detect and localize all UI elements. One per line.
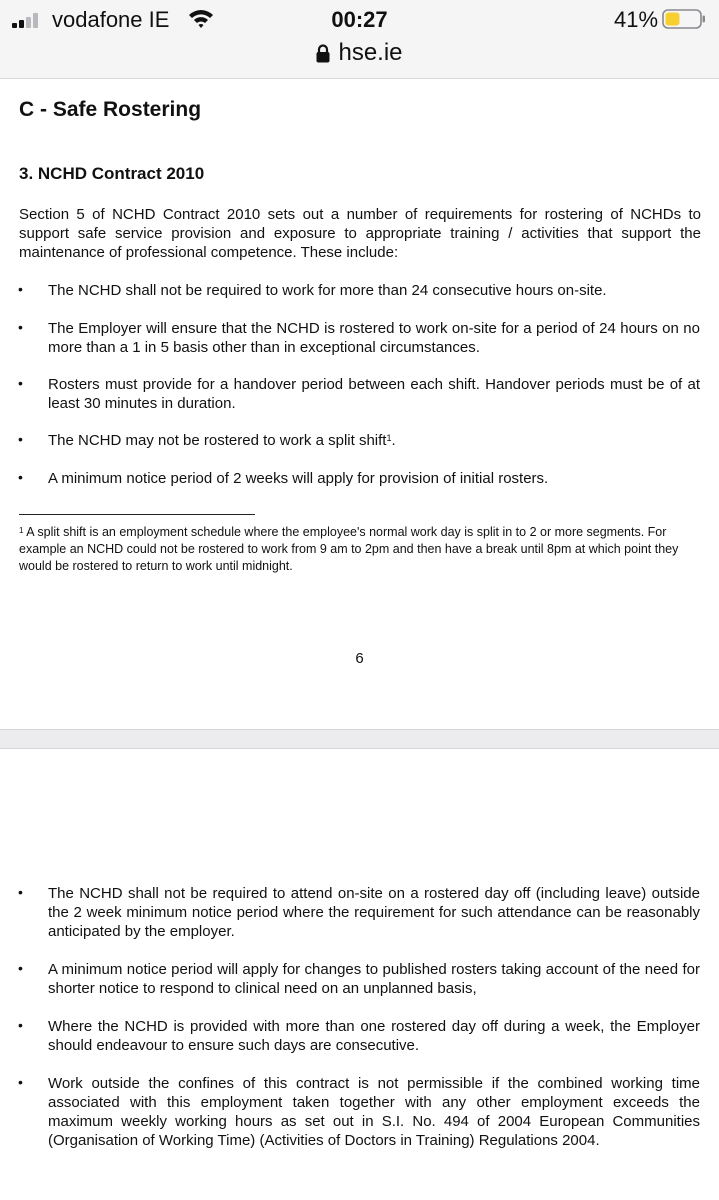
bullet-icon: • (18, 960, 23, 976)
bullet-icon: • (18, 1017, 23, 1033)
footnote (19, 524, 701, 575)
bullet-icon: • (18, 375, 23, 391)
split-shift-text: The NCHD may not be rostered to work a split shift (48, 432, 387, 449)
page-number: 6 (355, 650, 364, 667)
bullet-icon: • (18, 884, 23, 900)
list-item-text: A minimum notice period will apply for changes to published rosters taking account of the need for shorter notice to respond to clinical need on an unplanned basis, (48, 961, 700, 997)
pdf-page-6 (0, 79, 719, 729)
list-item-text: A minimum notice period of 2 weeks will apply for provision of initial rosters. (48, 470, 549, 487)
bullet-icon: • (18, 431, 23, 447)
footnote-number: 1 (19, 526, 24, 535)
list-item-text: Work outside the confines of this contract is not permissible if the combined working time associated with this employment taken together with any other employment exceeds the maximum weekly working hours as set out in S.I. No. 494 of 2004 European Communities (Organisation of Working Time) (Activities of Doctors in Training) Regulations 2004. (48, 1075, 700, 1149)
bullet-icon: • (18, 281, 23, 297)
carrier-name: vodafone IE (52, 7, 170, 32)
list-item-text: Rosters must provide for a handover period between each shift. Handover periods must be of at least 30 minutes in duration. (48, 376, 700, 412)
subsection-title: 3. NCHD Contract 2010 (19, 164, 205, 183)
clock: 00:27 (331, 7, 388, 32)
list-item-text: Where the NCHD is provided with more than one rostered day off during a week, the Employer should endeavour to ensure such days are consecutive. (48, 1018, 700, 1054)
battery-percent: 41% (614, 7, 659, 32)
footnote-divider (19, 514, 255, 515)
url-text: hse.ie (338, 39, 403, 66)
list-item-text: The Employer will ensure that the NCHD is rostered to work on-site for a period of 24 hours on no more than a 1 in 5 basis other than in exceptional circumstances. (48, 320, 700, 356)
lock-icon (316, 44, 330, 63)
footnote-text: A split shift is an employment schedule where the employee's normal work day is split in to 2 or more segments. For example an NCHD could not be rostered to work from 9 am to 2pm and then have a break until 8pm at which point they would be rostered to return to work until midnight. (19, 525, 679, 573)
section-title: C - Safe Rostering (19, 98, 202, 121)
battery-icon (662, 9, 706, 29)
pdf-page-7 (0, 748, 719, 1200)
bullet-icon: • (18, 319, 23, 335)
bullet-icon: • (18, 1074, 23, 1090)
sentence-end: . (391, 432, 396, 449)
footnote-marker: 1 (386, 433, 392, 443)
status-bar (0, 0, 719, 79)
list-item-text: The NCHD shall not be required to work for more than 24 consecutive hours on-site. (48, 282, 607, 299)
intro-paragraph: Section 5 of NCHD Contract 2010 sets out a number of requirements for rostering of NCHDs to support safe service provision and exposure to appropriate training / activities that support the maintenance of professional competence. These include: (19, 206, 701, 261)
page-separator (0, 729, 719, 749)
list-item-text (48, 431, 700, 450)
bullet-icon: • (18, 469, 23, 485)
address-bar[interactable] (0, 39, 719, 67)
list-item-text: The NCHD shall not be required to attend on-site on a rostered day off (including leave) outside the 2 week minimum notice period where the requirement for such attendance can be reasonably anticipated by the employer. (48, 885, 700, 940)
